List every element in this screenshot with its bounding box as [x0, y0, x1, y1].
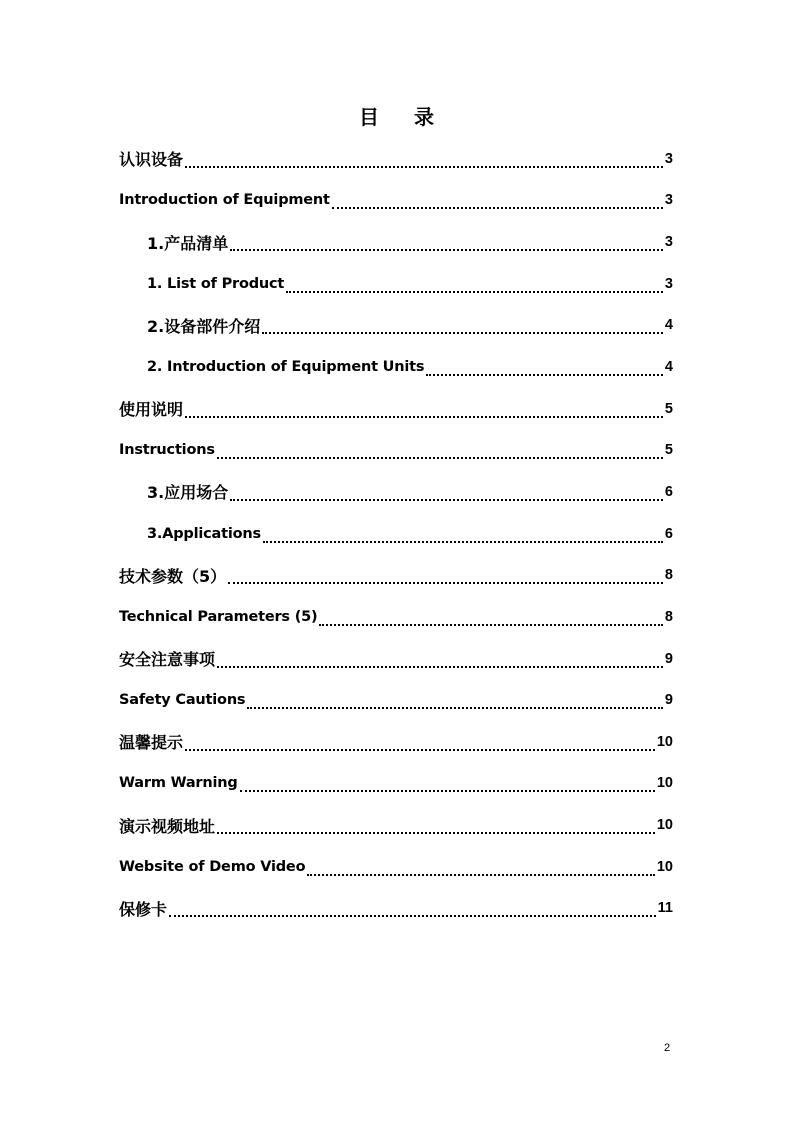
toc-entry[interactable] — [119, 513, 673, 555]
toc-entry-page-number: 5 — [664, 400, 673, 417]
toc-dot-leader — [247, 695, 663, 709]
toc-entry-label: 2. Introduction of Equipment Units — [147, 359, 425, 376]
toc-dot-leader — [307, 862, 655, 876]
toc-entry-page-number: 9 — [664, 692, 673, 709]
toc-entry-page-number: 3 — [664, 234, 673, 251]
toc-entry-label: 3.应用场合 — [147, 483, 229, 503]
toc-entry[interactable] — [119, 846, 673, 888]
toc-entry-page-number: 10 — [656, 817, 673, 834]
toc-entry-label: 3.Applications — [147, 525, 261, 542]
toc-dot-leader — [263, 529, 663, 543]
toc-dot-leader — [185, 154, 663, 168]
toc-entry-page-number: 3 — [664, 192, 673, 209]
toc-entry-label: Website of Demo Video — [119, 858, 306, 875]
toc-entry[interactable] — [119, 721, 673, 763]
toc-entry[interactable] — [119, 679, 673, 721]
toc-entry-page-number: 8 — [664, 608, 673, 625]
toc-entry-label: 使用说明 — [119, 400, 184, 420]
toc-entry-label: 认识设备 — [119, 150, 184, 170]
toc-entry-page-number: 8 — [664, 567, 673, 584]
toc-dot-leader — [217, 445, 663, 459]
toc-entry[interactable] — [119, 888, 673, 930]
page-number: 2 — [664, 1042, 671, 1054]
toc-entry-label: Safety Cautions — [119, 692, 246, 709]
toc-dot-leader — [228, 570, 663, 584]
toc-entry[interactable] — [119, 596, 673, 638]
toc-dot-leader — [185, 737, 655, 751]
toc-entry[interactable] — [119, 763, 673, 805]
toc-entry-label: Warm Warning — [119, 775, 238, 792]
toc-entry-label: 安全注意事项 — [119, 650, 216, 669]
table-of-contents — [119, 138, 673, 929]
toc-dot-leader — [217, 820, 655, 834]
toc-entry-label: 温馨提示 — [119, 733, 184, 753]
toc-entry-label: 1. List of Product — [147, 275, 285, 292]
toc-entry-label: 技术参数（5） — [119, 566, 227, 586]
toc-entry[interactable] — [119, 471, 673, 513]
toc-entry-page-number: 10 — [656, 858, 673, 875]
toc-entry-page-number: 10 — [656, 733, 673, 750]
toc-entry[interactable] — [119, 554, 673, 596]
toc-entry-label: 1.产品清单 — [147, 233, 229, 253]
toc-dot-leader — [185, 404, 663, 418]
toc-entry-page-number: 6 — [664, 525, 673, 542]
toc-entry-page-number: 3 — [664, 275, 673, 292]
toc-entry-page-number: 9 — [664, 650, 673, 667]
toc-entry-label: 演示视频地址 — [119, 816, 216, 836]
toc-entry-page-number: 5 — [664, 442, 673, 459]
toc-entry[interactable] — [119, 263, 673, 305]
toc-entry-page-number: 4 — [664, 359, 673, 376]
toc-dot-leader — [286, 279, 663, 293]
toc-dot-leader — [217, 654, 663, 668]
toc-entry[interactable] — [119, 388, 673, 430]
toc-entry-page-number: 10 — [656, 775, 673, 792]
toc-dot-leader — [230, 237, 663, 251]
toc-dot-leader — [230, 487, 663, 501]
toc-dot-leader — [319, 612, 662, 626]
toc-entry-page-number: 6 — [664, 483, 673, 500]
toc-entry[interactable] — [119, 221, 673, 263]
toc-dot-leader — [169, 903, 656, 917]
toc-entry-label: Technical Parameters (5) — [119, 608, 318, 625]
toc-dot-leader — [262, 320, 663, 334]
toc-entry-page-number: 3 — [664, 150, 673, 167]
toc-entry-page-number: 11 — [657, 900, 673, 917]
toc-entry-label: 2.设备部件介绍 — [147, 316, 261, 336]
toc-dot-leader — [332, 195, 663, 209]
toc-entry[interactable] — [119, 804, 673, 846]
toc-dot-leader — [426, 362, 663, 376]
toc-entry[interactable] — [119, 180, 673, 222]
toc-entry[interactable] — [119, 305, 673, 347]
toc-entry-label: 保修卡 — [119, 899, 168, 919]
toc-entry[interactable] — [119, 346, 673, 388]
toc-entry[interactable] — [119, 638, 673, 680]
toc-dot-leader — [240, 778, 655, 792]
page-title: 目 录 — [359, 105, 448, 129]
toc-entry-page-number: 4 — [664, 317, 673, 334]
toc-entry-label: Introduction of Equipment — [119, 192, 330, 209]
toc-entry[interactable] — [119, 138, 673, 180]
toc-entry-label: Instructions — [119, 442, 215, 459]
toc-entry[interactable] — [119, 429, 673, 471]
